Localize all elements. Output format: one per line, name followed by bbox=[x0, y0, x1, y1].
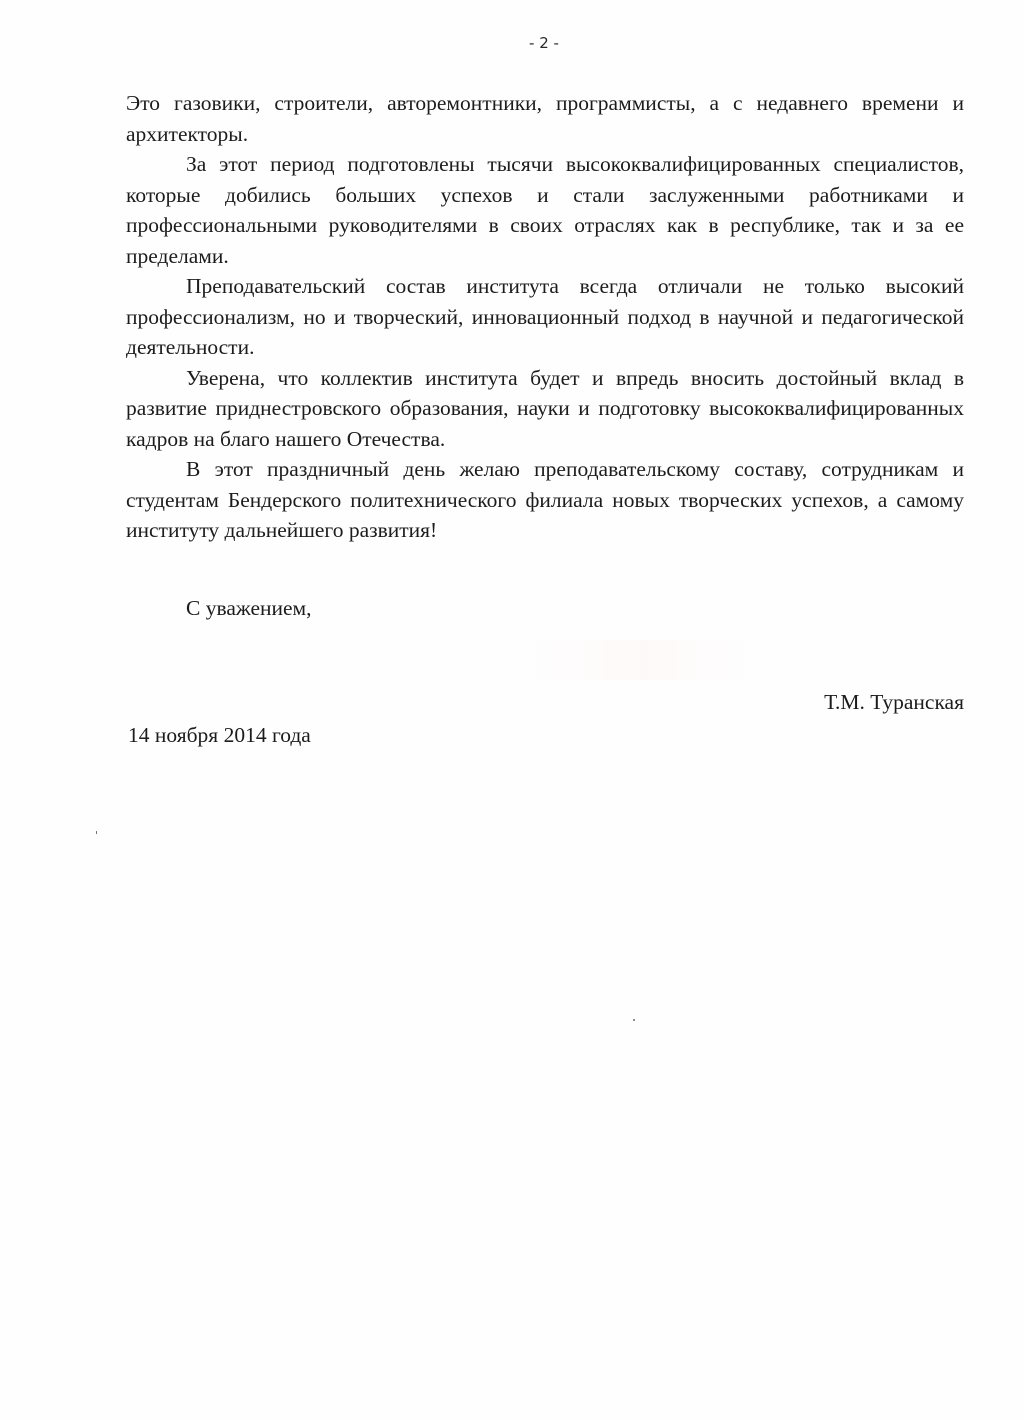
paragraph-1: Это газовики, строители, авторемонтники, программисты, а с недавнего времени и архитекторы. bbox=[126, 91, 964, 146]
paragraph-4: Уверена, что коллектив института будет и впредь вносить достойный вклад в развитие приднестровского образования, науки и подготовку высококвалифицированных кадров на благо нашего Отечества. bbox=[126, 365, 964, 451]
letter-body bbox=[126, 88, 964, 546]
signature-area bbox=[520, 640, 760, 680]
page-number: - 2 - bbox=[529, 34, 559, 52]
closing-salutation: С уважением, bbox=[186, 596, 312, 620]
paragraph-2: За этот период подготовлены тысячи высококвалифицированных специалистов, которые добились больших успехов и стали заслуженными работниками и профессиональными руководителями в своих отраслях как в республике, так и за ее пределами. bbox=[126, 152, 964, 268]
letter-date: 14 ноября 2014 года bbox=[128, 723, 311, 747]
signer-name: Т.М. Туранская bbox=[824, 690, 964, 714]
paragraph-3: Преподавательский состав института всегда отличали не только высокий профессионализм, но и творческий, инновационный подход в научной и педагогической деятельности. bbox=[126, 274, 964, 359]
scan-speck bbox=[96, 831, 97, 834]
paragraph-5: В этот праздничный день желаю преподавательскому составу, сотрудникам и студентам Бендерского политехнического филиала новых творческих успехов, а самому институту дальнейшего развития! bbox=[126, 457, 964, 542]
scan-speck bbox=[633, 1019, 635, 1021]
